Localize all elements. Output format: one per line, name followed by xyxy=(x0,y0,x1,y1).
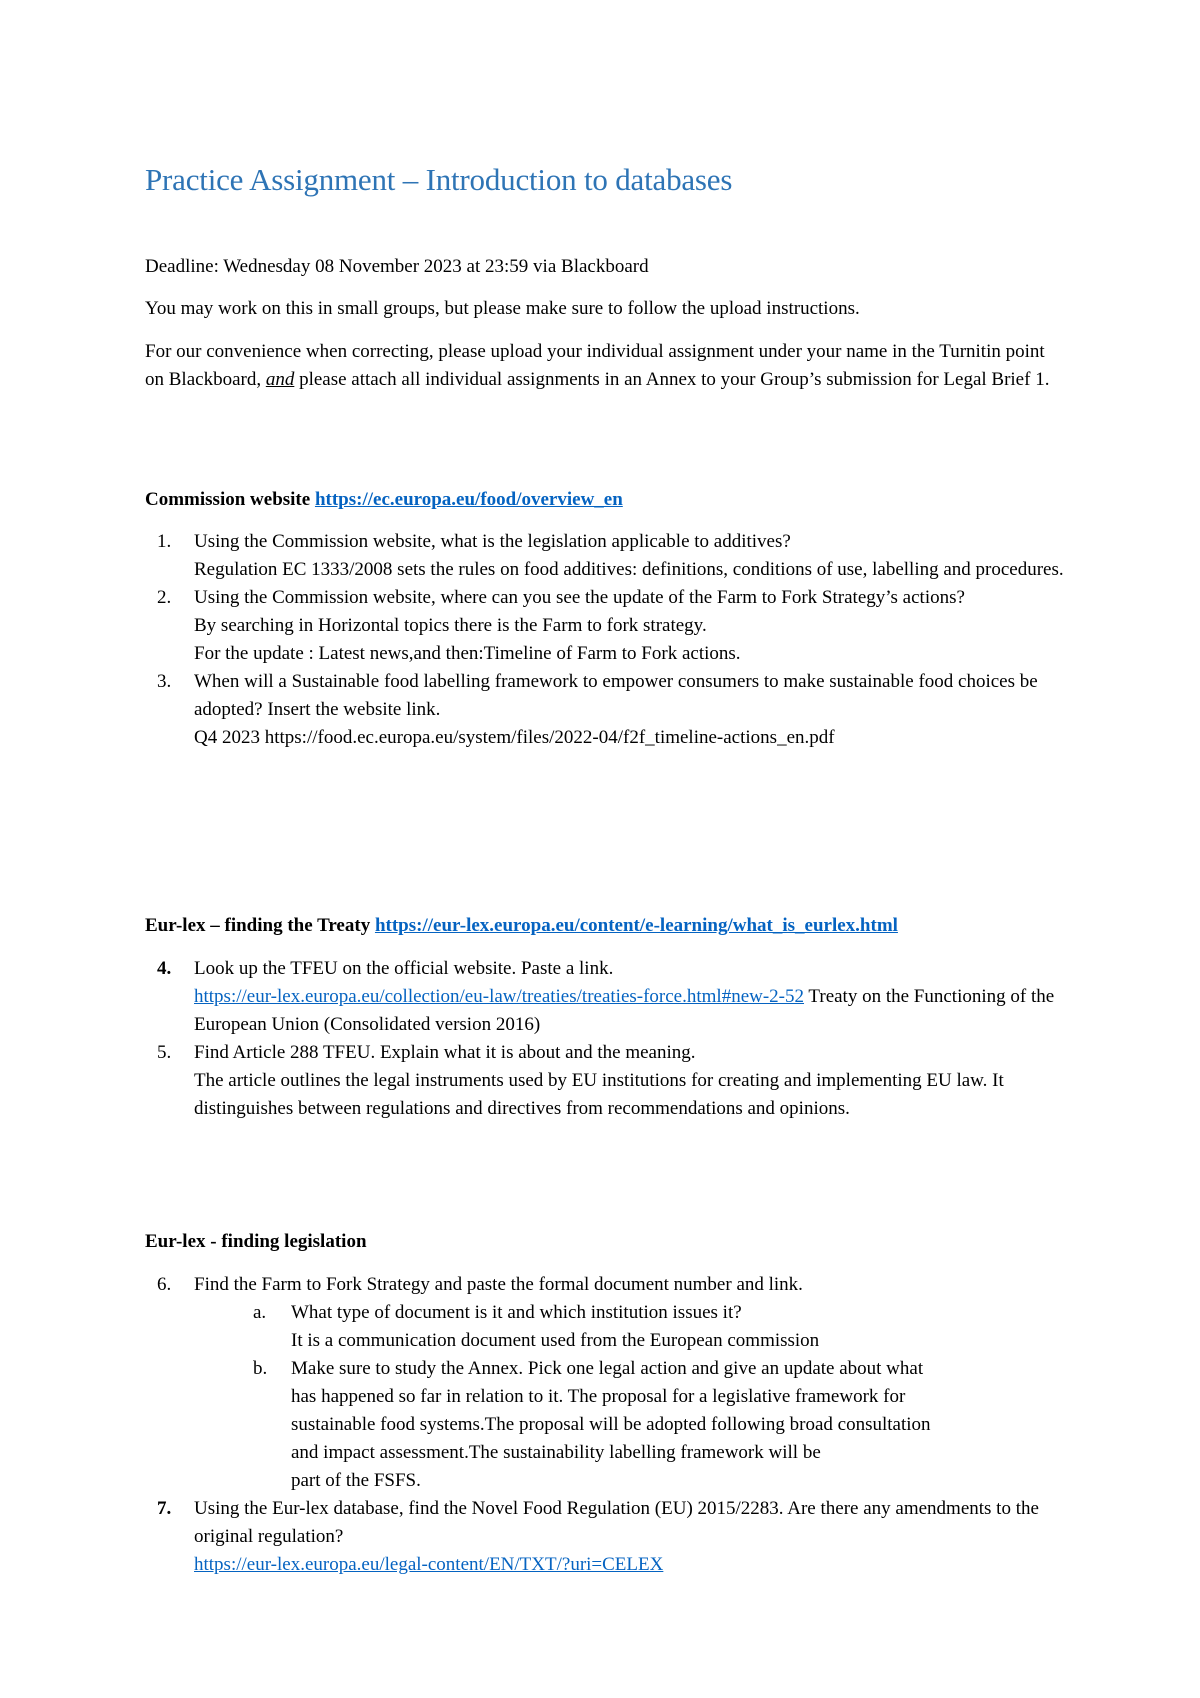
list-item-2 xyxy=(0,584,1074,668)
sub-item-a xyxy=(0,1299,1051,1355)
answer-text: Regulation EC 1333/2008 sets the rules on food additives: definitions, conditions of use, labelling and procedures. xyxy=(194,559,1064,580)
item-number: 3. xyxy=(157,671,172,692)
sub-item-b xyxy=(0,1355,1051,1495)
answer-text xyxy=(194,1551,1074,1579)
section-heading-commission-label: Commission website xyxy=(145,489,315,510)
question-text: When will a Sustainable food labelling framework to empower consumers to make sustainable food choices be adopted? Insert the website link. xyxy=(194,671,1038,720)
text-line: part of the FSFS. xyxy=(291,1470,421,1491)
convenience-emphasis: and xyxy=(265,369,295,390)
answer-text: Q4 2023 https://food.ec.europa.eu/system/files/2022-04/f2f_timeline-actions_en.pdf xyxy=(194,727,835,748)
item-number: 5. xyxy=(157,1042,172,1063)
item-number: 4. xyxy=(157,958,172,979)
deadline-text: Deadline: Wednesday 08 November 2023 at 23:59 via Blackboard xyxy=(145,256,649,277)
question-text: Find the Farm to Fork Strategy and paste the formal document number and link. xyxy=(194,1274,803,1295)
item-number: 7. xyxy=(157,1498,172,1519)
intro-text: You may work on this in small groups, but please make sure to follow the upload instructions. xyxy=(145,298,860,319)
section-heading-treaty xyxy=(145,912,898,940)
item-number: 1. xyxy=(157,531,172,552)
eurlex-elearning-link[interactable]: https://eur-lex.europa.eu/content/e-learning/what_is_eurlex.html xyxy=(374,915,898,936)
section-heading-commission xyxy=(145,486,623,514)
answer-text: By searching in Horizontal topics there is the Farm to fork strategy. xyxy=(194,615,707,636)
question-text: Using the Commission website, where can you see the update of the Farm to Fork Strategy’s actions? xyxy=(194,587,965,608)
question-list-treaty xyxy=(0,955,1200,1123)
sub-item-number: b. xyxy=(253,1358,268,1379)
question-list-commission xyxy=(0,528,1200,752)
item-number: 6. xyxy=(157,1274,172,1295)
convenience-text xyxy=(145,338,1065,394)
answer-text xyxy=(194,983,1074,1039)
question-text: Find Article 288 TFEU. Explain what it is about and the meaning. xyxy=(194,1042,696,1063)
question-text: What type of document is it and which institution issues it? xyxy=(291,1302,742,1323)
answer-text: The article outlines the legal instruments used by EU institutions for creating and implementing EU law. It distinguishes between regulations and directives from recommendations and opinions. xyxy=(194,1070,1004,1119)
question-text: Using the Eur-lex database, find the Novel Food Regulation (EU) 2015/2283. Are there any amendments to the original regulation? xyxy=(194,1498,1039,1547)
page-title: Practice Assignment – Introduction to databases xyxy=(145,162,733,197)
list-item-3 xyxy=(0,668,1074,752)
text-line: has happened so far in relation to it. The proposal for a legislative framework for xyxy=(291,1386,906,1407)
item-number: 2. xyxy=(157,587,172,608)
text-line: Make sure to study the Annex. Pick one legal action and give an update about what xyxy=(291,1358,924,1379)
section-heading-treaty-label: Eur-lex – finding the Treaty xyxy=(145,915,375,936)
list-item-1 xyxy=(0,528,1074,584)
list-item-4 xyxy=(0,955,1074,1039)
question-text: Using the Commission website, what is the legislation applicable to additives? xyxy=(194,531,791,552)
tfeu-link[interactable]: https://eur-lex.europa.eu/collection/eu-law/treaties/treaties-force.html#new-2-52 xyxy=(194,986,805,1007)
novel-food-link[interactable]: https://eur-lex.europa.eu/legal-content/EN/TXT/?uri=CELEX xyxy=(194,1554,664,1575)
convenience-after: please attach all individual assignments in an Annex to your Group’s submission for Legal Brief 1. xyxy=(294,369,1050,390)
list-item-5 xyxy=(0,1039,1074,1123)
answer-text: For the update : Latest news,and then:Timeline of Farm to Fork actions. xyxy=(194,643,741,664)
convenience-before: For our convenience when correcting, please upload your individual assignment under your name in the Turnitin point on Blackboard, xyxy=(145,341,1045,390)
text-line: sustainable food systems.The proposal will be adopted following broad consultation xyxy=(291,1414,931,1435)
question-list-legislation xyxy=(0,1271,1200,1579)
commission-website-link[interactable]: https://ec.europa.eu/food/overview_en xyxy=(314,489,623,510)
sub-item-number: a. xyxy=(253,1302,267,1323)
section-heading-legislation: Eur-lex - finding legislation xyxy=(145,1231,367,1252)
text-line: and impact assessment.The sustainability labelling framework will be xyxy=(291,1442,821,1463)
list-item-6 xyxy=(0,1271,1074,1495)
answer-suffix: Treaty on the Functioning of the European Union (Consolidated version 2016) xyxy=(194,986,1055,1035)
answer-text: It is a communication document used from the European commission xyxy=(291,1330,820,1351)
question-text: Look up the TFEU on the official website. Paste a link. xyxy=(194,958,614,979)
sub-question-list xyxy=(194,1299,1074,1495)
list-item-7 xyxy=(0,1495,1074,1579)
